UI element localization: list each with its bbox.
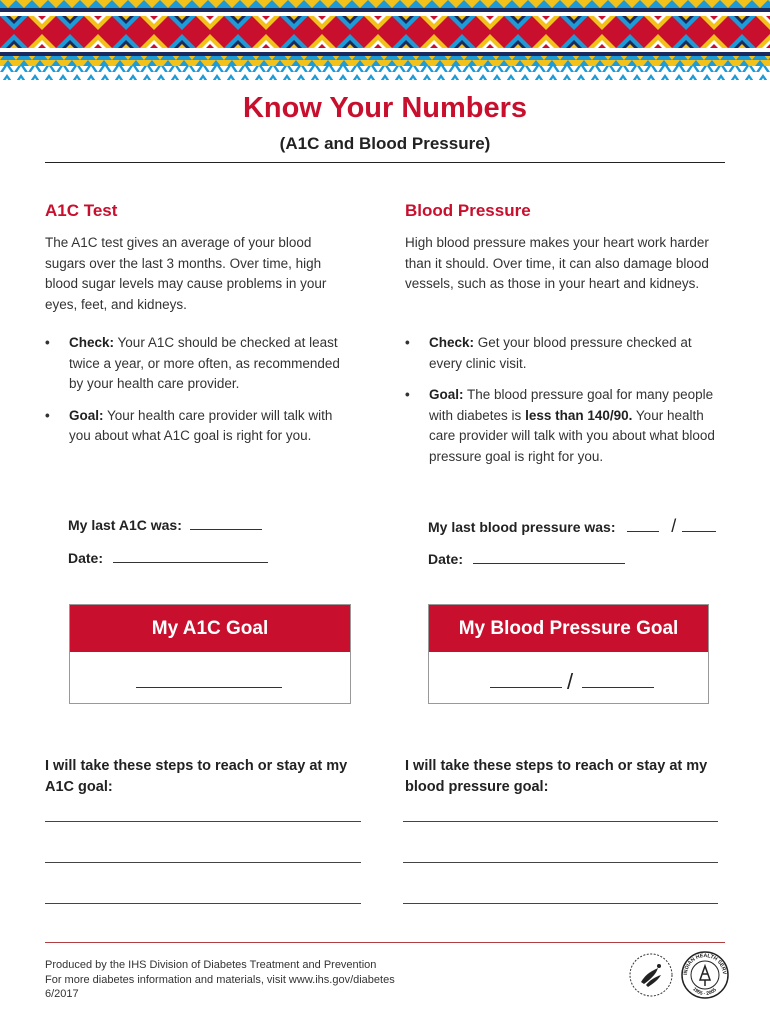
a1c-check-label: Check: bbox=[69, 335, 115, 350]
bp-last-label: My last blood pressure was: bbox=[428, 519, 616, 535]
a1c-heading: A1C Test bbox=[45, 201, 118, 220]
ihs-seal-years: 1955 · 2005 bbox=[691, 986, 718, 998]
a1c-goal-item bbox=[45, 406, 357, 447]
title-divider bbox=[45, 162, 725, 163]
bp-goal-text-1: The blood pressure goal for many people with diabetes is bbox=[429, 387, 714, 423]
bp-intro: High blood pressure makes your heart work harder than it should. Over time, it can also damage blood vessels, such as those in your heart and kidneys. bbox=[405, 235, 709, 291]
page-title: Know Your Numbers bbox=[242, 92, 528, 124]
bp-date-row bbox=[428, 549, 625, 567]
a1c-last-label: My last A1C was: bbox=[68, 517, 182, 533]
bp-goal-slash: / bbox=[567, 669, 574, 694]
bp-check-item bbox=[405, 333, 723, 374]
bp-step-line[interactable] bbox=[403, 862, 718, 863]
footer-producer: Produced by the IHS Division of Diabetes Treatment and Prevention bbox=[45, 959, 377, 971]
bp-check-text: Get your blood pressure checked at every clinic visit. bbox=[429, 335, 692, 371]
bp-goal-threshold: less than 140/90. bbox=[525, 407, 633, 423]
a1c-date-label: Date: bbox=[68, 550, 104, 566]
a1c-goal-text: Your health care provider will talk with you about what A1C goal is right for you. bbox=[69, 407, 333, 443]
bp-step-line[interactable] bbox=[403, 903, 718, 904]
a1c-step-line[interactable] bbox=[45, 903, 361, 904]
bp-check-label: Check: bbox=[429, 335, 475, 350]
bp-date-label: Date: bbox=[428, 551, 464, 567]
bp-last-systolic-blank[interactable] bbox=[627, 517, 659, 532]
a1c-step-line[interactable] bbox=[45, 821, 361, 822]
bp-goal-diastolic-blank[interactable] bbox=[582, 687, 654, 688]
decorative-pattern-banner bbox=[0, 0, 770, 82]
bp-goal-systolic-blank[interactable] bbox=[490, 687, 562, 688]
bullet-dot: • bbox=[405, 335, 410, 350]
footer-text bbox=[45, 958, 395, 1002]
bullet-dot: • bbox=[45, 407, 50, 423]
bp-last-slash: / bbox=[671, 516, 677, 536]
a1c-step-line[interactable] bbox=[45, 862, 361, 863]
bp-date-blank[interactable] bbox=[473, 549, 625, 564]
a1c-last-row bbox=[68, 515, 262, 533]
bp-steps-label: I will take these steps to reach or stay at my blood pressure goal: bbox=[405, 758, 708, 795]
a1c-intro: The A1C test gives an average of your blood sugars over the last 3 months. Over time, high blood sugar levels may cause problems in your eyes, feet, and kidneys. bbox=[45, 235, 327, 312]
page-subtitle: (A1C and Blood Pressure) bbox=[279, 134, 491, 153]
a1c-bullet-list bbox=[45, 333, 357, 458]
a1c-goal-title: My A1C Goal bbox=[70, 605, 350, 652]
bp-bullet-list bbox=[405, 333, 723, 478]
a1c-last-blank[interactable] bbox=[190, 515, 262, 530]
footer-divider bbox=[45, 942, 725, 943]
bullet-dot: • bbox=[405, 387, 410, 402]
a1c-check-item bbox=[45, 333, 357, 395]
a1c-steps-label: I will take these steps to reach or stay at my A1C goal: bbox=[45, 758, 348, 795]
ihs-seal-icon bbox=[680, 950, 730, 1000]
footer-date: 6/2017 bbox=[45, 988, 79, 1000]
bp-goal-box bbox=[428, 604, 709, 704]
a1c-date-row bbox=[68, 548, 268, 566]
bp-last-row bbox=[428, 516, 716, 537]
a1c-check-text: Your A1C should be checked at least twice a year, or more often, as recommended by your health care provider. bbox=[69, 335, 340, 391]
hhs-seal-icon bbox=[628, 952, 674, 998]
bp-step-line[interactable] bbox=[403, 821, 718, 822]
bullet-dot: • bbox=[45, 335, 50, 350]
bp-goal-item bbox=[405, 385, 723, 467]
bp-goal-label: Goal: bbox=[429, 387, 464, 402]
bp-goal-text-2: Your health care provider will talk with you about what blood pressure goal is right for you. bbox=[429, 407, 715, 464]
bp-last-diastolic-blank[interactable] bbox=[682, 517, 716, 532]
footer-link-line: For more diabetes information and materials, visit www.ihs.gov/diabetes bbox=[45, 973, 395, 986]
bp-heading: Blood Pressure bbox=[405, 201, 531, 220]
a1c-goal-label: Goal: bbox=[69, 407, 104, 423]
a1c-goal-box bbox=[69, 604, 351, 704]
bp-goal-title: My Blood Pressure Goal bbox=[429, 605, 708, 652]
a1c-goal-blank[interactable] bbox=[136, 687, 282, 688]
a1c-date-blank[interactable] bbox=[113, 548, 268, 563]
ihs-seal-text: INDIAN HEALTH SERV bbox=[682, 952, 728, 976]
